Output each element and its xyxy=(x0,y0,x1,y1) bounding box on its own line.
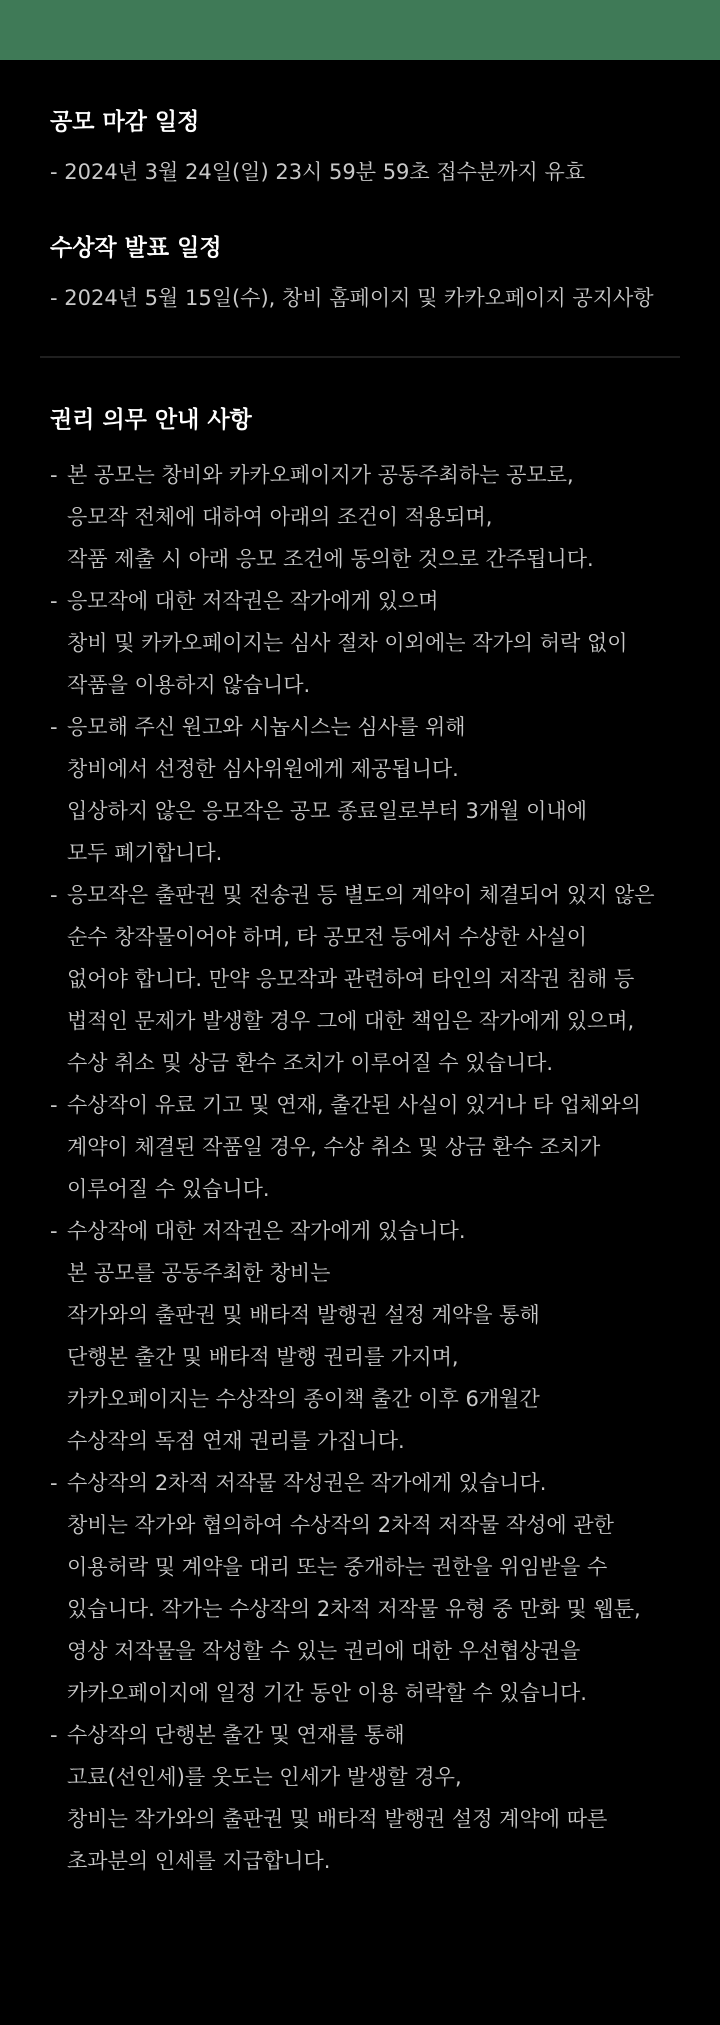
deadline-section xyxy=(50,60,670,186)
list-dash: - xyxy=(50,883,58,907)
rights-item xyxy=(50,874,670,1084)
rights-item-line: 카카오페이지에 일정 기간 동안 이용 허락할 수 있습니다. xyxy=(67,1681,587,1705)
rights-item-line: 수상작의 2차적 저작물 작성권은 작가에게 있습니다. xyxy=(67,1471,547,1495)
rights-item-line: 계약이 체결된 작품일 경우, 수상 취소 및 상금 환수 조치가 xyxy=(67,1135,601,1159)
rights-item xyxy=(50,706,670,874)
rights-item-line: 작가와의 출판권 및 배타적 발행권 설정 계약을 통해 xyxy=(67,1303,540,1327)
rights-item-line: 본 공모를 공동주최한 창비는 xyxy=(67,1261,331,1285)
rights-item-line: 카카오페이지는 수상작의 종이책 출간 이후 6개월간 xyxy=(67,1387,540,1411)
rights-item-line: 응모작에 대한 저작권은 작가에게 있으며 xyxy=(67,589,439,613)
rights-item xyxy=(50,1462,670,1714)
rights-item-line: 창비 및 카카오페이지는 심사 절차 이외에는 작가의 허락 없이 xyxy=(67,631,628,655)
list-dash: - xyxy=(50,1219,58,1243)
rights-item-line: 없어야 합니다. 만약 응모작과 관련하여 타인의 저작권 침해 등 xyxy=(67,967,635,991)
list-dash: - xyxy=(50,1723,58,1747)
rights-item-line: 수상 취소 및 상금 환수 조치가 이루어질 수 있습니다. xyxy=(67,1051,554,1075)
rights-item-line: 초과분의 인세를 지급합니다. xyxy=(67,1849,331,1873)
rights-item-line: 모두 폐기합니다. xyxy=(67,841,223,865)
announcement-section xyxy=(50,186,670,312)
rights-item-line: 법적인 문제가 발생할 경우 그에 대한 책임은 작가에게 있으며, xyxy=(67,1009,635,1033)
list-dash: - xyxy=(50,1093,58,1117)
rights-item-line: 이루어질 수 있습니다. xyxy=(67,1177,270,1201)
rights-item-line: 작품 제출 시 아래 응모 조건에 동의한 것으로 간주됩니다. xyxy=(67,547,594,571)
rights-item-line: 수상작에 대한 저작권은 작가에게 있습니다. xyxy=(67,1219,466,1243)
top-header-bar xyxy=(0,0,720,60)
rights-title: 권리 의무 안내 사항 xyxy=(50,407,252,433)
rights-item xyxy=(50,580,670,706)
rights-item-line: 응모해 주신 원고와 시놉시스는 심사를 위해 xyxy=(67,715,466,739)
rights-item-line: 순수 창작물이어야 하며, 타 공모전 등에서 수상한 사실이 xyxy=(67,925,587,949)
rights-item xyxy=(50,1714,670,1882)
rights-item-line: 수상작의 단행본 출간 및 연재를 통해 xyxy=(67,1723,405,1747)
rights-item-line: 있습니다. 작가는 수상작의 2차적 저작물 유형 중 만화 및 웹툰, xyxy=(67,1597,641,1621)
rights-item-line: 고료(선인세)를 웃도는 인세가 발생할 경우, xyxy=(67,1765,462,1789)
rights-item-line: 창비는 작가와의 출판권 및 배타적 발행권 설정 계약에 따른 xyxy=(67,1807,608,1831)
deadline-text: - 2024년 3월 24일(일) 23시 59분 59초 접수분까지 유효 xyxy=(50,160,586,184)
announcement-title: 수상작 발표 일정 xyxy=(50,235,222,261)
notice-content xyxy=(0,60,720,1882)
rights-item-line: 작품을 이용하지 않습니다. xyxy=(67,673,311,697)
deadline-title: 공모 마감 일정 xyxy=(50,109,200,135)
list-dash: - xyxy=(50,463,58,487)
list-dash: - xyxy=(50,589,58,613)
rights-item xyxy=(50,1210,670,1462)
rights-item-line: 단행본 출간 및 배타적 발행 권리를 가지며, xyxy=(67,1345,459,1369)
list-dash: - xyxy=(50,1471,58,1495)
rights-item-line: 응모작 전체에 대하여 아래의 조건이 적용되며, xyxy=(67,505,493,529)
rights-item-line: 영상 저작물을 작성할 수 있는 권리에 대한 우선협상권을 xyxy=(67,1639,581,1663)
rights-item-line: 본 공모는 창비와 카카오페이지가 공동주최하는 공모로, xyxy=(67,463,574,487)
rights-item xyxy=(50,454,670,580)
rights-list xyxy=(50,454,670,1882)
rights-item-line: 이용허락 및 계약을 대리 또는 중개하는 권한을 위임받을 수 xyxy=(67,1555,608,1579)
rights-item-line: 창비에서 선정한 심사위원에게 제공됩니다. xyxy=(67,757,459,781)
rights-section xyxy=(50,358,670,1882)
rights-item-line: 창비는 작가와 협의하여 수상작의 2차적 저작물 작성에 관한 xyxy=(67,1513,614,1537)
list-dash: - xyxy=(50,715,58,739)
rights-item-line: 응모작은 출판권 및 전송권 등 별도의 계약이 체결되어 있지 않은 xyxy=(67,883,655,907)
rights-item-line: 수상작이 유료 기고 및 연재, 출간된 사실이 있거나 타 업체와의 xyxy=(67,1093,641,1117)
rights-item-line: 수상작의 독점 연재 권리를 가집니다. xyxy=(67,1429,405,1453)
announcement-text: - 2024년 5월 15일(수), 창비 홈페이지 및 카카오페이지 공지사항 xyxy=(50,286,654,310)
rights-item-line: 입상하지 않은 응모작은 공모 종료일로부터 3개월 이내에 xyxy=(67,799,587,823)
rights-item xyxy=(50,1084,670,1210)
